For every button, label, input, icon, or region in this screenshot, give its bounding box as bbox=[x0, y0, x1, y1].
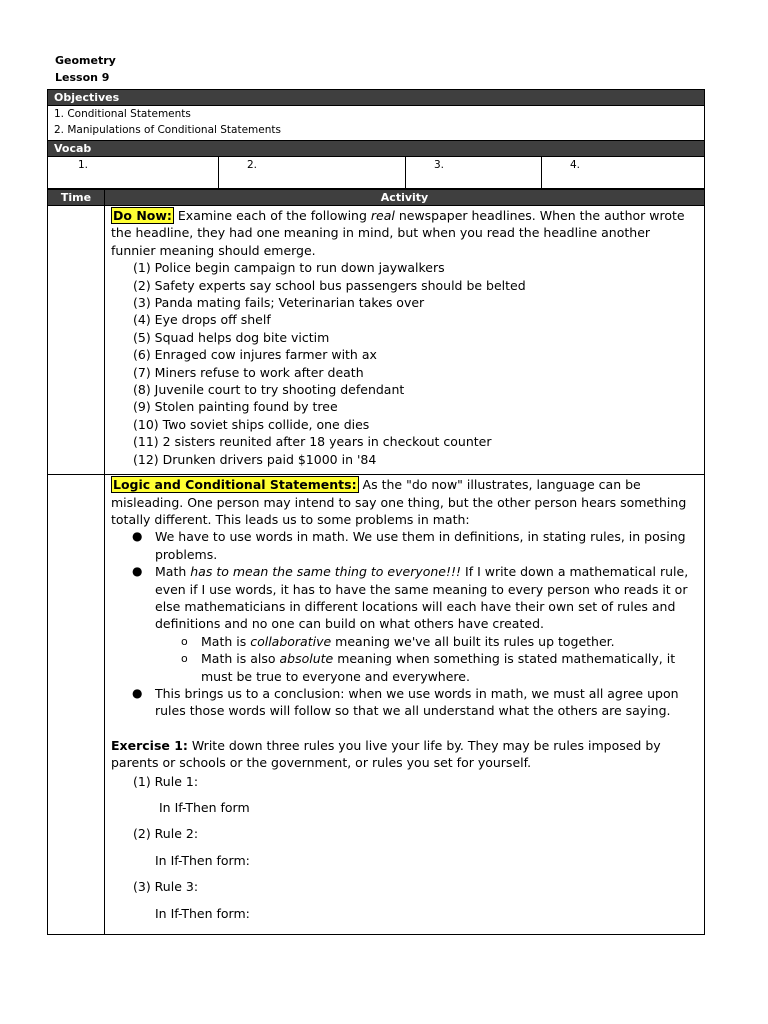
logic-intro: Logic and Conditional Statements: As the "do now" illustrates, language can be misleading. One person may intend to say one thing, but the other person hears something totally different. This leads us to some problems in math: bbox=[111, 477, 687, 527]
exercise-title: Exercise 1: bbox=[111, 737, 188, 753]
vocab-slot: 3. bbox=[406, 157, 542, 189]
bullet-dot-icon: ● bbox=[132, 685, 143, 700]
headline-item: (2) Safety experts say school bus passengers should be belted bbox=[133, 277, 526, 293]
headline-item: (9) Stolen painting found by tree bbox=[133, 399, 338, 415]
activity-table bbox=[47, 189, 705, 935]
logic-cell bbox=[105, 475, 705, 935]
vocab-slot: 4. bbox=[542, 157, 705, 189]
bullet-item: ● Math has to mean the same thing to everyone!!! If I write down a mathematical rule, even if I use words, it has to have the same meaning to every person who reads it or else mathematicians in different locations will each have their own set of rules and definitions and no one can build on what others have created. o Math is collaborative meaning we've all built its rules up together. o Math is also absolute meaning when something is stated mathematically, it must be true to everyone and everywhere. bbox=[155, 563, 698, 685]
bullet-circle-icon: o bbox=[181, 652, 188, 666]
bullet-circle-icon: o bbox=[181, 634, 188, 648]
do-now-title: Do Now: bbox=[113, 208, 172, 223]
vocab-label: Vocab bbox=[48, 141, 705, 157]
logic-bullets bbox=[111, 528, 698, 719]
objective-item: 2. Manipulations of Conditional Statements bbox=[54, 124, 281, 136]
objectives-label: Objectives bbox=[48, 90, 705, 106]
objectives-list bbox=[48, 106, 705, 141]
vocab-slot: 2. bbox=[219, 157, 406, 189]
headline-item: (1) Police begin campaign to run down jaywalkers bbox=[133, 260, 445, 276]
headline-item: (8) Juvenile court to try shooting defendant bbox=[133, 382, 405, 398]
bullet-item: ● We have to use words in math. We use them in definitions, in stating rules, in posing problems. bbox=[132, 529, 686, 562]
headline-item: (4) Eye drops off shelf bbox=[133, 312, 271, 328]
rule-3: (3) Rule 3: bbox=[133, 879, 199, 895]
course-title: Geometry bbox=[55, 54, 116, 67]
if-then-1: In If-Then form bbox=[159, 800, 250, 815]
rule-1: (1) Rule 1: bbox=[133, 773, 199, 789]
headline-item: (12) Drunken drivers paid $1000 in '84 bbox=[133, 451, 377, 467]
bullet-item: ● This brings us to a conclusion: when we use words in math, we must all agree upon rules those words will follow so that we all understand what the others are saying. bbox=[132, 685, 679, 719]
activity-header: Activity bbox=[105, 190, 705, 206]
sub-bullets bbox=[155, 633, 698, 685]
if-then-2: In If-Then form: bbox=[155, 852, 250, 868]
lesson-title: Lesson 9 bbox=[55, 71, 110, 84]
time-header: Time bbox=[48, 190, 105, 206]
rule-2: (2) Rule 2: bbox=[133, 826, 199, 842]
time-cell bbox=[48, 206, 105, 475]
sub-bullet-item: o Math is also absolute meaning when something is stated mathematically, it must be true to everyone and everywhere. bbox=[181, 651, 676, 684]
headline-item: (5) Squad helps dog bite victim bbox=[133, 329, 330, 345]
headline-item: (10) Two soviet ships collide, one dies bbox=[133, 416, 370, 432]
sub-bullet-item: o Math is collaborative meaning we've all built its rules up together. bbox=[181, 633, 615, 649]
objective-item: 1. Conditional Statements bbox=[54, 108, 191, 120]
headline-item: (3) Panda mating fails; Veterinarian takes over bbox=[133, 295, 425, 311]
exercise-prompt: Exercise 1: Write down three rules you live your life by. They may be rules imposed by parents or schools or the government, or rules you set for yourself. bbox=[111, 737, 661, 771]
bullet-dot-icon: ● bbox=[132, 564, 143, 579]
headline-list bbox=[111, 259, 698, 468]
bullet-dot-icon: ● bbox=[132, 529, 143, 544]
logic-title: Logic and Conditional Statements: bbox=[113, 477, 357, 493]
if-then-3: In If-Then form: bbox=[155, 905, 250, 921]
lesson-header-table bbox=[47, 89, 705, 189]
headline-item: (7) Miners refuse to work after death bbox=[133, 364, 364, 380]
vocab-slot: 1. bbox=[48, 157, 219, 189]
do-now-intro: Do Now: Examine each of the following real newspaper headlines. When the author wrote the headline, they had one meaning in mind, but when you read the headline another funnier meaning should emerge. bbox=[111, 208, 685, 258]
headline-item: (6) Enraged cow injures farmer with ax bbox=[133, 347, 377, 363]
do-now-cell bbox=[105, 206, 705, 475]
time-cell bbox=[48, 475, 105, 935]
headline-item: (11) 2 sisters reunited after 18 years in checkout counter bbox=[133, 434, 492, 450]
